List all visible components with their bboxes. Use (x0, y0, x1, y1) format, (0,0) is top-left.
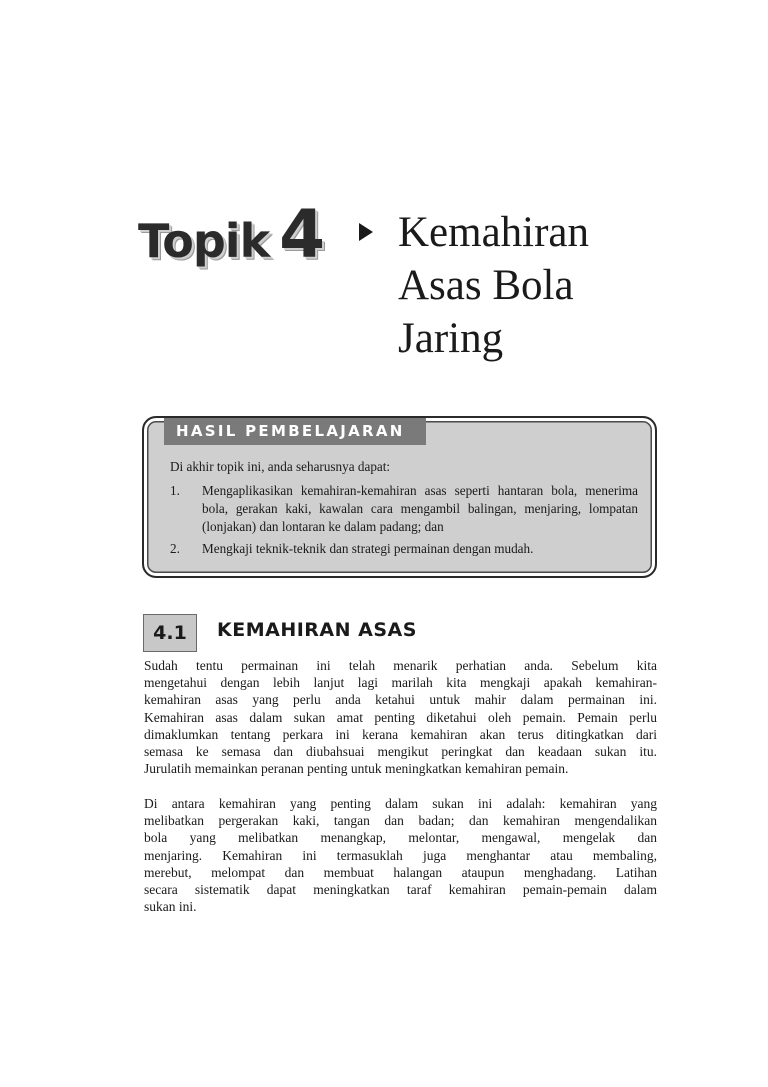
paragraph-line: Jurulatih memainkan peranan penting untuk meningkatkan kemahiran pemain. (144, 761, 569, 777)
learning-outcome-item (170, 540, 638, 558)
paragraph-line: merebut, melompat dan membuat halangan ataupun menghadang. Latihan (144, 864, 657, 880)
learning-outcome-text: Mengkaji teknik-teknik dan strategi permainan dengan mudah. (202, 541, 534, 556)
paragraph-line: Di antara kemahiran yang penting dalam sukan ini adalah: kemahiran yang (144, 796, 657, 811)
paragraph-line: mengetahui dengan lebih lanjut lagi marilah kita mengkaji apakah kemahiran- (144, 675, 657, 691)
paragraph-line: dimaklumkan tentang perkara ini kerana kemahiran akan terus ditingkatkan dari (144, 726, 657, 742)
learning-outcome-item (170, 482, 638, 536)
paragraph-line: Sudah tentu permainan ini telah menarik perhatian anda. Sebelum kita (144, 658, 657, 673)
paragraph-line: secara sistematik dapat meningkatkan taraf kemahiran pemain-pemain dalam (144, 882, 657, 898)
paragraph-line: bola yang melibatkan menangkap, melontar, mengawal, mengelak dan (144, 830, 657, 846)
paragraph-line: menjaring. Kemahiran ini termasuklah juga menghantar atau membaling, (144, 847, 657, 863)
chapter-label-word: Topik (138, 214, 270, 268)
learning-outcomes-intro: Di akhir topik ini, anda seharusnya dapat: (170, 459, 391, 474)
paragraph-line: Kemahiran asas dalam sukan amat penting diketahui oleh pemain. Pemain perlu (144, 709, 657, 725)
paragraph-line: kemahiran asas yang perlu anda ketahui untuk mahir dalam permainan ini. (144, 692, 657, 708)
paragraph-line: melibatkan pergerakan kaki, tangan dan badan; dan kemahiran mengendalikan (144, 813, 657, 829)
chapter-title-line: Kemahiran (398, 209, 590, 256)
chapter-title-line: Jaring (398, 315, 504, 362)
paragraph-line: semasa ke semasa dan diubahsuai mengikut peringkat dan keadaan sukan itu. (144, 744, 657, 760)
chapter-label (138, 196, 324, 273)
section-number: 4.1 (143, 614, 197, 652)
learning-outcome-number: 1. (170, 483, 180, 498)
body-paragraph (144, 657, 657, 777)
learning-outcome-text: Mengaplikasikan kemahiran-kemahiran asas seperti hantaran bola, menerima bola, gerakan kaki, kawalan cara mengambil balingan, menjaring, lompatan (lonjakan) dan lontaran ke dalam padang; dan (202, 483, 638, 534)
chapter-title (398, 206, 728, 365)
body-paragraph (144, 795, 657, 915)
chapter-number: 4 (279, 196, 325, 273)
learning-outcome-number: 2. (170, 541, 180, 556)
section-title: KEMAHIRAN ASAS (217, 619, 417, 641)
chapter-title-line: Asas Bola (398, 262, 574, 309)
learning-outcomes-box (142, 416, 657, 578)
paragraph-line: sukan ini. (144, 899, 197, 915)
learning-outcomes-header: HASIL PEMBELAJARAN (164, 418, 426, 445)
triangle-right-icon (359, 223, 373, 241)
